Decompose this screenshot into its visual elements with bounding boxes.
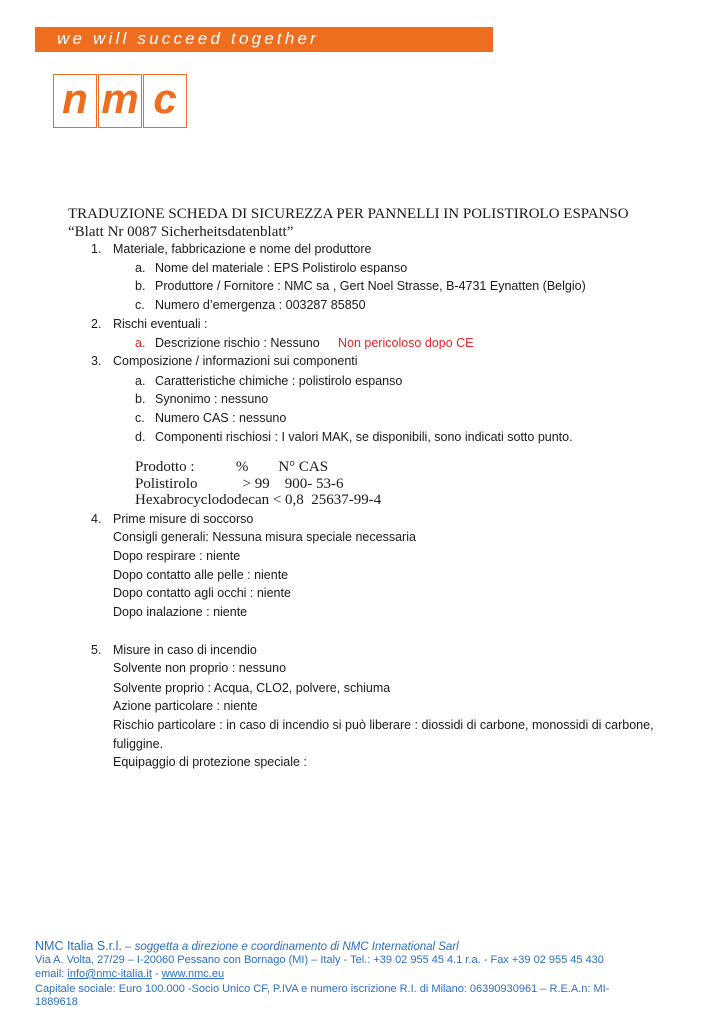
section-4-line: Dopo contatto alle pelle : niente	[113, 568, 289, 582]
section-5-line: fuliggine.	[113, 737, 164, 751]
footer-address: Via A. Volta, 27/29 – I-20060 Pessano con Bornago (MI) – Italy - Tel.: +39 02 955 45 4.1 r.a. - Fax +39 02 955 45 430	[35, 954, 604, 966]
footer-email-label: email:	[35, 968, 68, 980]
section-5-line: Solvente proprio : Acqua, CLO2, polvere, schiuma	[113, 681, 391, 695]
composition-table-header: Prodotto : % N° CAS	[135, 459, 329, 475]
section-5-line: Equipaggio di protezione speciale :	[113, 755, 307, 769]
section-4-heading: Prime misure di soccorso	[113, 512, 254, 526]
item-2a-note: Non pericoloso dopo CE	[338, 336, 474, 350]
slogan-banner	[35, 27, 493, 52]
item-1b-label: b.	[135, 279, 146, 293]
section-5-number: 5.	[91, 643, 102, 657]
section-4-line: Dopo inalazione : niente	[113, 605, 248, 619]
section-1-heading: Materiale, fabbricazione e nome del produttore	[113, 242, 372, 256]
logo-box-c	[143, 74, 187, 128]
item-3d-text: Componenti rischiosi : I valori MAK, se disponibili, sono indicati sotto punto.	[155, 430, 573, 444]
item-3c-text: Numero CAS : nessuno	[155, 411, 287, 425]
section-5-line: Solvente non proprio : nessuno	[113, 661, 287, 675]
item-2a-label: a.	[135, 336, 146, 350]
slogan-text: we will succeed together	[57, 29, 320, 48]
item-3a-label: a.	[135, 374, 146, 388]
footer-capital: Capitale sociale: Euro 100.000 -Socio Unico CF, P.IVA e numero iscrizione R.I. di Milano: 06390930961 – R.E.A.n: MI-	[35, 983, 610, 995]
document-title: TRADUZIONE SCHEDA DI SICUREZZA PER PANNELLI IN POLISTIROLO ESPANSO	[68, 206, 629, 222]
logo-letter-m: m	[101, 75, 139, 122]
footer-company	[35, 939, 459, 953]
section-4-number: 4.	[91, 512, 102, 526]
footer-company-name: NMC Italia S.r.l.	[35, 939, 122, 953]
item-1c-label: c.	[135, 298, 145, 312]
item-1a-label: a.	[135, 261, 146, 275]
item-1b-text: Produttore / Fornitore : NMC sa , Gert Noel Strasse, B-4731 Eynatten (Belgio)	[155, 279, 586, 293]
item-1c-text: Numero d’emergenza : 003287 85850	[155, 298, 366, 312]
item-3a-text: Caratteristiche chimiche : polistirolo espanso	[155, 374, 403, 388]
item-3d-label: d.	[135, 430, 146, 444]
footer-web-separator: -	[151, 968, 162, 980]
item-2a-text: Descrizione rischio : Nessuno	[155, 336, 320, 350]
section-4-line: Dopo contatto agli occhi : niente	[113, 586, 291, 600]
section-3-heading: Composizione / informazioni sui componenti	[113, 354, 358, 368]
item-3b-label: b.	[135, 392, 146, 406]
section-5-line: Azione particolare : niente	[113, 699, 258, 713]
section-5-line: Rischio particolare : in caso di incendio si può liberare : diossidi di carbone, monossidi di carbone,	[113, 718, 654, 732]
composition-table-row: Hexabrocyclododecan < 0,8 25637-99-4	[135, 492, 382, 508]
section-4-line: Dopo respirare : niente	[113, 549, 241, 563]
footer-email-link[interactable]: info@nmc-italia.it	[67, 968, 152, 980]
section-2-number: 2.	[91, 317, 102, 331]
nmc-logo	[53, 74, 187, 128]
section-4-line: Consigli generali: Nessuna misura speciale necessaria	[113, 530, 416, 544]
logo-letter-c: c	[153, 75, 177, 122]
footer-capital-continued: 1889618	[35, 996, 78, 1008]
item-1a-text: Nome del materiale : EPS Polistirolo espanso	[155, 261, 408, 275]
logo-letter-n: n	[62, 75, 88, 122]
section-3-number: 3.	[91, 354, 102, 368]
composition-table-row: Polistirolo > 99 900- 53-6	[135, 476, 344, 492]
section-5-heading: Misure in caso di incendio	[113, 643, 257, 657]
logo-box-n	[53, 74, 97, 128]
footer-company-note: – soggetta a direzione e coordinamento di NMC International Sarl	[121, 941, 459, 953]
document-subtitle: “Blatt Nr 0087 Sicherheitsdatenblatt”	[68, 224, 294, 240]
section-2-heading: Rischi eventuali :	[113, 317, 208, 331]
footer-web-link[interactable]: www.nmc.eu	[161, 968, 225, 980]
item-3b-text: Synonimo : nessuno	[155, 392, 269, 406]
item-3c-label: c.	[135, 411, 145, 425]
logo-box-m	[98, 74, 142, 128]
footer-contacts	[35, 968, 224, 980]
section-1-number: 1.	[91, 242, 102, 256]
